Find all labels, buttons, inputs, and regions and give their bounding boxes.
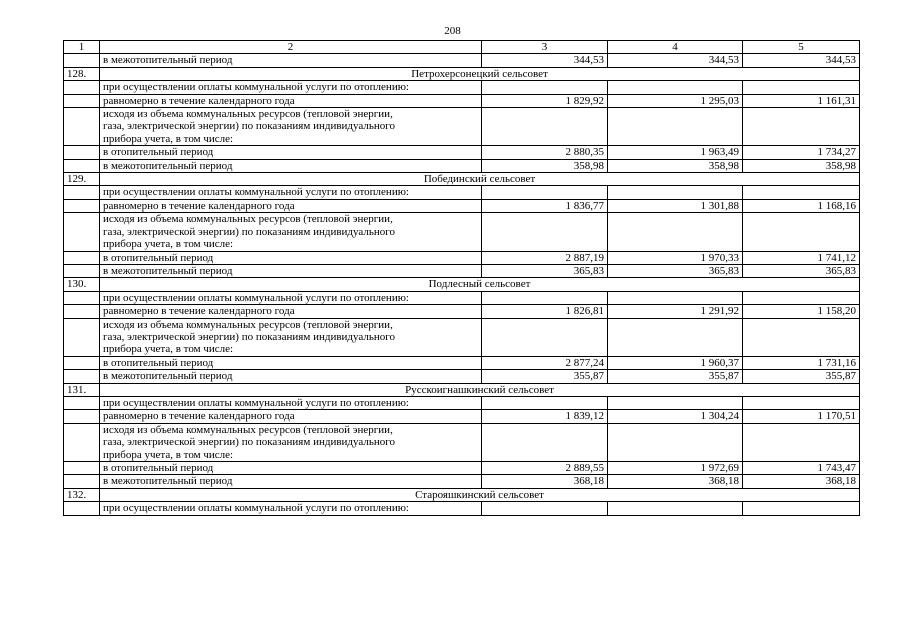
row-number [64, 475, 100, 488]
table-row [64, 423, 860, 461]
row-label [100, 213, 482, 251]
row-number [64, 356, 100, 369]
row-label-line: прибора учета, в том числе: [103, 238, 234, 251]
value-cell [743, 423, 860, 461]
header-cell: 3 [482, 41, 608, 54]
table-row [64, 146, 860, 159]
section-title: Русскоигнашкинский сельсовет [100, 383, 860, 396]
row-label-line: исходя из объема коммунальных ресурсов (тепловой энергии, [103, 108, 393, 121]
value-cell [482, 213, 608, 251]
section-title: Петрохерсонецкий сельсовет [100, 67, 860, 80]
value-col5 [743, 396, 860, 409]
row-number: 132. [64, 488, 100, 501]
value-col4: 368,18 [608, 475, 743, 488]
row-number: 129. [64, 173, 100, 186]
table-row [64, 291, 860, 304]
section-title: Подлесный сельсовет [100, 278, 860, 291]
value-col4 [608, 291, 743, 304]
value-col3 [482, 396, 608, 409]
row-label-line: газа, электрической энергии) по показаниям индивидуального [103, 436, 395, 449]
value-cell [482, 423, 608, 461]
value-col4 [608, 186, 743, 199]
header-cell: 4 [608, 41, 743, 54]
header-cell: 1 [64, 41, 100, 54]
row-number [64, 54, 100, 67]
row-number [64, 264, 100, 277]
row-label [100, 318, 482, 356]
value-col3 [482, 502, 608, 515]
table-row [64, 305, 860, 318]
section-row [64, 173, 860, 186]
page-number: 208 [444, 25, 461, 37]
row-number [64, 108, 100, 146]
value-col3: 2 880,35 [482, 146, 608, 159]
row-label-line: исходя из объема коммунальных ресурсов (тепловой энергии, [103, 213, 393, 226]
table-row [64, 410, 860, 423]
table-row [64, 159, 860, 172]
row-number [64, 502, 100, 515]
value-cell [482, 108, 608, 146]
value-col4: 365,83 [608, 264, 743, 277]
table-row [64, 475, 860, 488]
value-col5: 1 170,51 [743, 410, 860, 423]
row-label: в межотопительный период [100, 370, 482, 383]
value-col4: 355,87 [608, 370, 743, 383]
row-label-line: исходя из объема коммунальных ресурсов (тепловой энергии, [103, 423, 393, 436]
value-col5: 355,87 [743, 370, 860, 383]
row-number [64, 94, 100, 107]
value-col5: 1 741,12 [743, 251, 860, 264]
value-col4: 1 970,33 [608, 251, 743, 264]
tariff-table [63, 40, 860, 516]
value-col5: 365,83 [743, 264, 860, 277]
row-label [100, 423, 482, 461]
section-title: Старояшкинский сельсовет [100, 488, 860, 501]
value-col3 [482, 291, 608, 304]
section-row [64, 488, 860, 501]
row-label: в отопительный период [100, 356, 482, 369]
row-number: 128. [64, 67, 100, 80]
row-number [64, 251, 100, 264]
value-col3 [482, 186, 608, 199]
value-col3: 365,83 [482, 264, 608, 277]
section-title: Побединский сельсовет [100, 173, 860, 186]
value-col5: 368,18 [743, 475, 860, 488]
row-label: равномерно в течение календарного года [100, 94, 482, 107]
table-row [64, 199, 860, 212]
row-label: при осуществлении оплаты коммунальной услуги по отоплению: [100, 291, 482, 304]
row-number [64, 199, 100, 212]
row-label-line: газа, электрической энергии) по показаниям индивидуального [103, 120, 395, 133]
row-label: равномерно в течение календарного года [100, 305, 482, 318]
row-number [64, 423, 100, 461]
row-number [64, 159, 100, 172]
row-number [64, 186, 100, 199]
value-cell [743, 213, 860, 251]
table-row [64, 356, 860, 369]
value-col5: 1 161,31 [743, 94, 860, 107]
header-cell: 2 [100, 41, 482, 54]
value-col4: 344,53 [608, 54, 743, 67]
row-label: в межотопительный период [100, 54, 482, 67]
row-number [64, 370, 100, 383]
value-col5 [743, 291, 860, 304]
value-col5 [743, 81, 860, 94]
value-col3: 1 826,81 [482, 305, 608, 318]
value-col5: 1 734,27 [743, 146, 860, 159]
table-row [64, 502, 860, 515]
value-col3: 1 836,77 [482, 199, 608, 212]
row-label-line: газа, электрической энергии) по показаниям индивидуального [103, 330, 395, 343]
table-row [64, 462, 860, 475]
row-number [64, 410, 100, 423]
row-number [64, 146, 100, 159]
row-label: при осуществлении оплаты коммунальной услуги по отоплению: [100, 186, 482, 199]
row-label: при осуществлении оплаты коммунальной услуги по отоплению: [100, 396, 482, 409]
row-number [64, 396, 100, 409]
value-col3: 2 887,19 [482, 251, 608, 264]
table-row [64, 94, 860, 107]
row-label: в отопительный период [100, 251, 482, 264]
value-col4: 358,98 [608, 159, 743, 172]
value-cell [743, 318, 860, 356]
value-col5: 358,98 [743, 159, 860, 172]
row-label: при осуществлении оплаты коммунальной услуги по отоплению: [100, 81, 482, 94]
table-row [64, 213, 860, 251]
value-col5: 1 168,16 [743, 199, 860, 212]
row-label: равномерно в течение календарного года [100, 199, 482, 212]
value-cell [608, 108, 743, 146]
row-label-line: прибора учета, в том числе: [103, 343, 234, 356]
table-row [64, 318, 860, 356]
table-row [64, 108, 860, 146]
value-col4: 1 960,37 [608, 356, 743, 369]
value-cell [482, 318, 608, 356]
row-number [64, 291, 100, 304]
section-row [64, 278, 860, 291]
row-number [64, 462, 100, 475]
value-col4 [608, 81, 743, 94]
value-cell [608, 423, 743, 461]
value-col5: 1 743,47 [743, 462, 860, 475]
table-row [64, 186, 860, 199]
value-col3: 368,18 [482, 475, 608, 488]
row-label [100, 108, 482, 146]
value-cell [608, 318, 743, 356]
row-number: 131. [64, 383, 100, 396]
table-row [64, 370, 860, 383]
value-col4: 1 301,88 [608, 199, 743, 212]
row-label: в отопительный период [100, 462, 482, 475]
value-col5 [743, 502, 860, 515]
section-row [64, 67, 860, 80]
row-number: 130. [64, 278, 100, 291]
value-col3: 358,98 [482, 159, 608, 172]
row-label-line: газа, электрической энергии) по показаниям индивидуального [103, 225, 395, 238]
row-label-line: исходя из объема коммунальных ресурсов (тепловой энергии, [103, 318, 393, 331]
value-col3 [482, 81, 608, 94]
table-row [64, 251, 860, 264]
value-col3: 2 877,24 [482, 356, 608, 369]
table-row [64, 81, 860, 94]
row-label: равномерно в течение календарного года [100, 410, 482, 423]
value-col5: 1 731,16 [743, 356, 860, 369]
value-col3: 1 829,92 [482, 94, 608, 107]
header-row [64, 41, 860, 54]
row-number [64, 213, 100, 251]
value-cell [608, 213, 743, 251]
value-col3: 2 889,55 [482, 462, 608, 475]
row-label: в межотопительный период [100, 475, 482, 488]
row-number [64, 81, 100, 94]
value-col5: 1 158,20 [743, 305, 860, 318]
table-row [64, 264, 860, 277]
row-label: в отопительный период [100, 146, 482, 159]
value-col4: 1 963,49 [608, 146, 743, 159]
table-row [64, 54, 860, 67]
section-row [64, 383, 860, 396]
row-label-line: прибора учета, в том числе: [103, 132, 234, 145]
value-col3: 355,87 [482, 370, 608, 383]
row-number [64, 305, 100, 318]
value-col5: 344,53 [743, 54, 860, 67]
row-number [64, 318, 100, 356]
value-col5 [743, 186, 860, 199]
row-label: при осуществлении оплаты коммунальной услуги по отоплению: [100, 502, 482, 515]
value-col4: 1 304,24 [608, 410, 743, 423]
row-label: в межотопительный период [100, 264, 482, 277]
header-cell: 5 [743, 41, 860, 54]
row-label-line: прибора учета, в том числе: [103, 448, 234, 461]
value-col4 [608, 502, 743, 515]
value-col3: 344,53 [482, 54, 608, 67]
value-cell [743, 108, 860, 146]
value-col4: 1 972,69 [608, 462, 743, 475]
value-col4 [608, 396, 743, 409]
row-label: в межотопительный период [100, 159, 482, 172]
value-col4: 1 291,92 [608, 305, 743, 318]
value-col4: 1 295,03 [608, 94, 743, 107]
table-row [64, 396, 860, 409]
value-col3: 1 839,12 [482, 410, 608, 423]
